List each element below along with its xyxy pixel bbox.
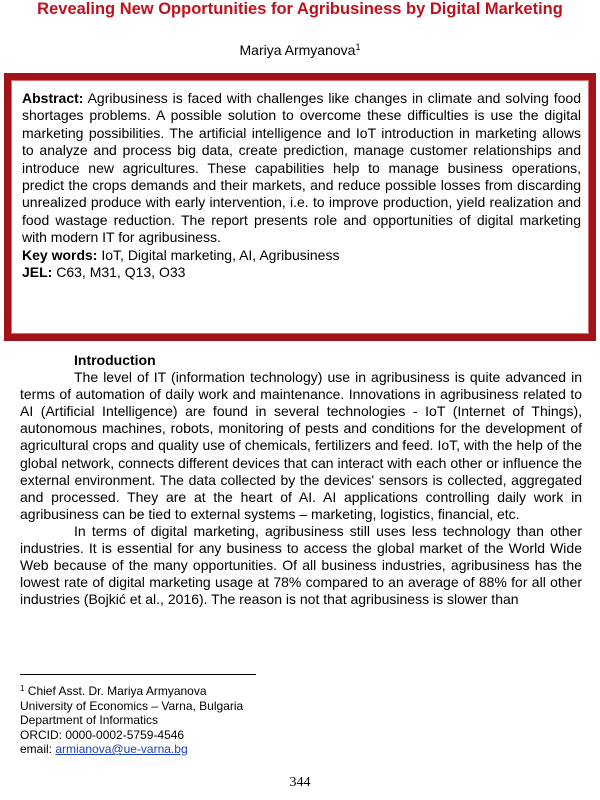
abstract-box [4,73,596,341]
jel-codes [22,264,581,281]
footnote-divider [20,674,256,675]
abstract-label: Abstract: [22,90,84,106]
author-footnote-mark[interactable]: 1 [355,42,361,52]
paper-title: Revealing New Opportunities for Agribusiness by Digital Marketing [37,0,563,18]
keywords [22,247,581,264]
jel-text: C63, M31, Q13, O33 [56,264,186,281]
footnote-line-5 [20,742,420,757]
body-paragraph-1: The level of IT (information technology) use in agribusiness is quite advanced in terms of automation of daily work and maintenance. Innovations in agribusiness related to AI (Artificial Intelligence) are found in several technologies - IoT (Internet of Things), autonomous machines, robots, monitoring of pests and conditions for the development of agricultural crops and quality use of chemicals, fertilizers and feed. IoT, with the help of the global network, connects different devices that can interact with each other or influence the external environment. The data collected by the devices' sensors is collected, aggregated and processed. They are at the heart of AI. AI applications controlling daily work in agribusiness can be tied to external systems – marketing, logistics, financial, etc. [20,369,582,522]
main-body [20,352,582,608]
footnote [20,682,420,757]
footnote-line-1 [20,682,420,699]
keywords-text: IoT, Digital marketing, AI, Agribusiness [101,246,340,263]
author-name: Mariya Armyanova [239,42,356,58]
page-number: 344 [289,775,311,790]
author-line [0,39,600,58]
abstract [22,90,581,247]
footnote-line-2: University of Economics – Varna, Bulgaria [20,698,244,713]
jel-label: JEL: [22,264,53,281]
abstract-text: Agribusiness is faced with challenges like changes in climate and solving food shortages problems. A possible solution to overcome these difficulties is use the digital marketing possibilities. The artificial intelligence and IoT introduction in marketing allows to analyze and process big data, create prediction, manage customer relationships and introduce new agricultures. These capabilities help to manage business operations, predict the crops demands and their markets, and reduce possible losses from discarding unrealized produce with early intervention, i.e. to improve production, yield realization and food wastage reduction. The report presents role and opportunities of digital marketing with modern IT for agribusiness. [22,90,581,246]
footnote-mark: 1 [20,684,25,693]
body-paragraph-2: In terms of digital marketing, agribusiness still uses less technology than other industries. It is essential for any business to access the global market of the World Wide Web because of the many opportunities. Of all business industries, agribusiness has the lowest rate of digital marketing usage at 78% compared to an average of 88% for all other industries (Bojkić et al., 2016). The reason is not that agribusiness is slower than [20,522,582,608]
footnote-author: Chief Asst. Dr. Mariya Armyanova [27,684,207,698]
footnote-line-4: ORCID: 0000-0002-5759-4546 [20,727,185,742]
email-label: email: [20,742,53,756]
section-heading: Introduction [74,352,156,368]
keywords-label: Key words: [22,246,98,263]
footnote-line-3: Department of Informatics [20,713,159,727]
email-link[interactable]: armianova@ue-varna.bg [55,742,188,756]
